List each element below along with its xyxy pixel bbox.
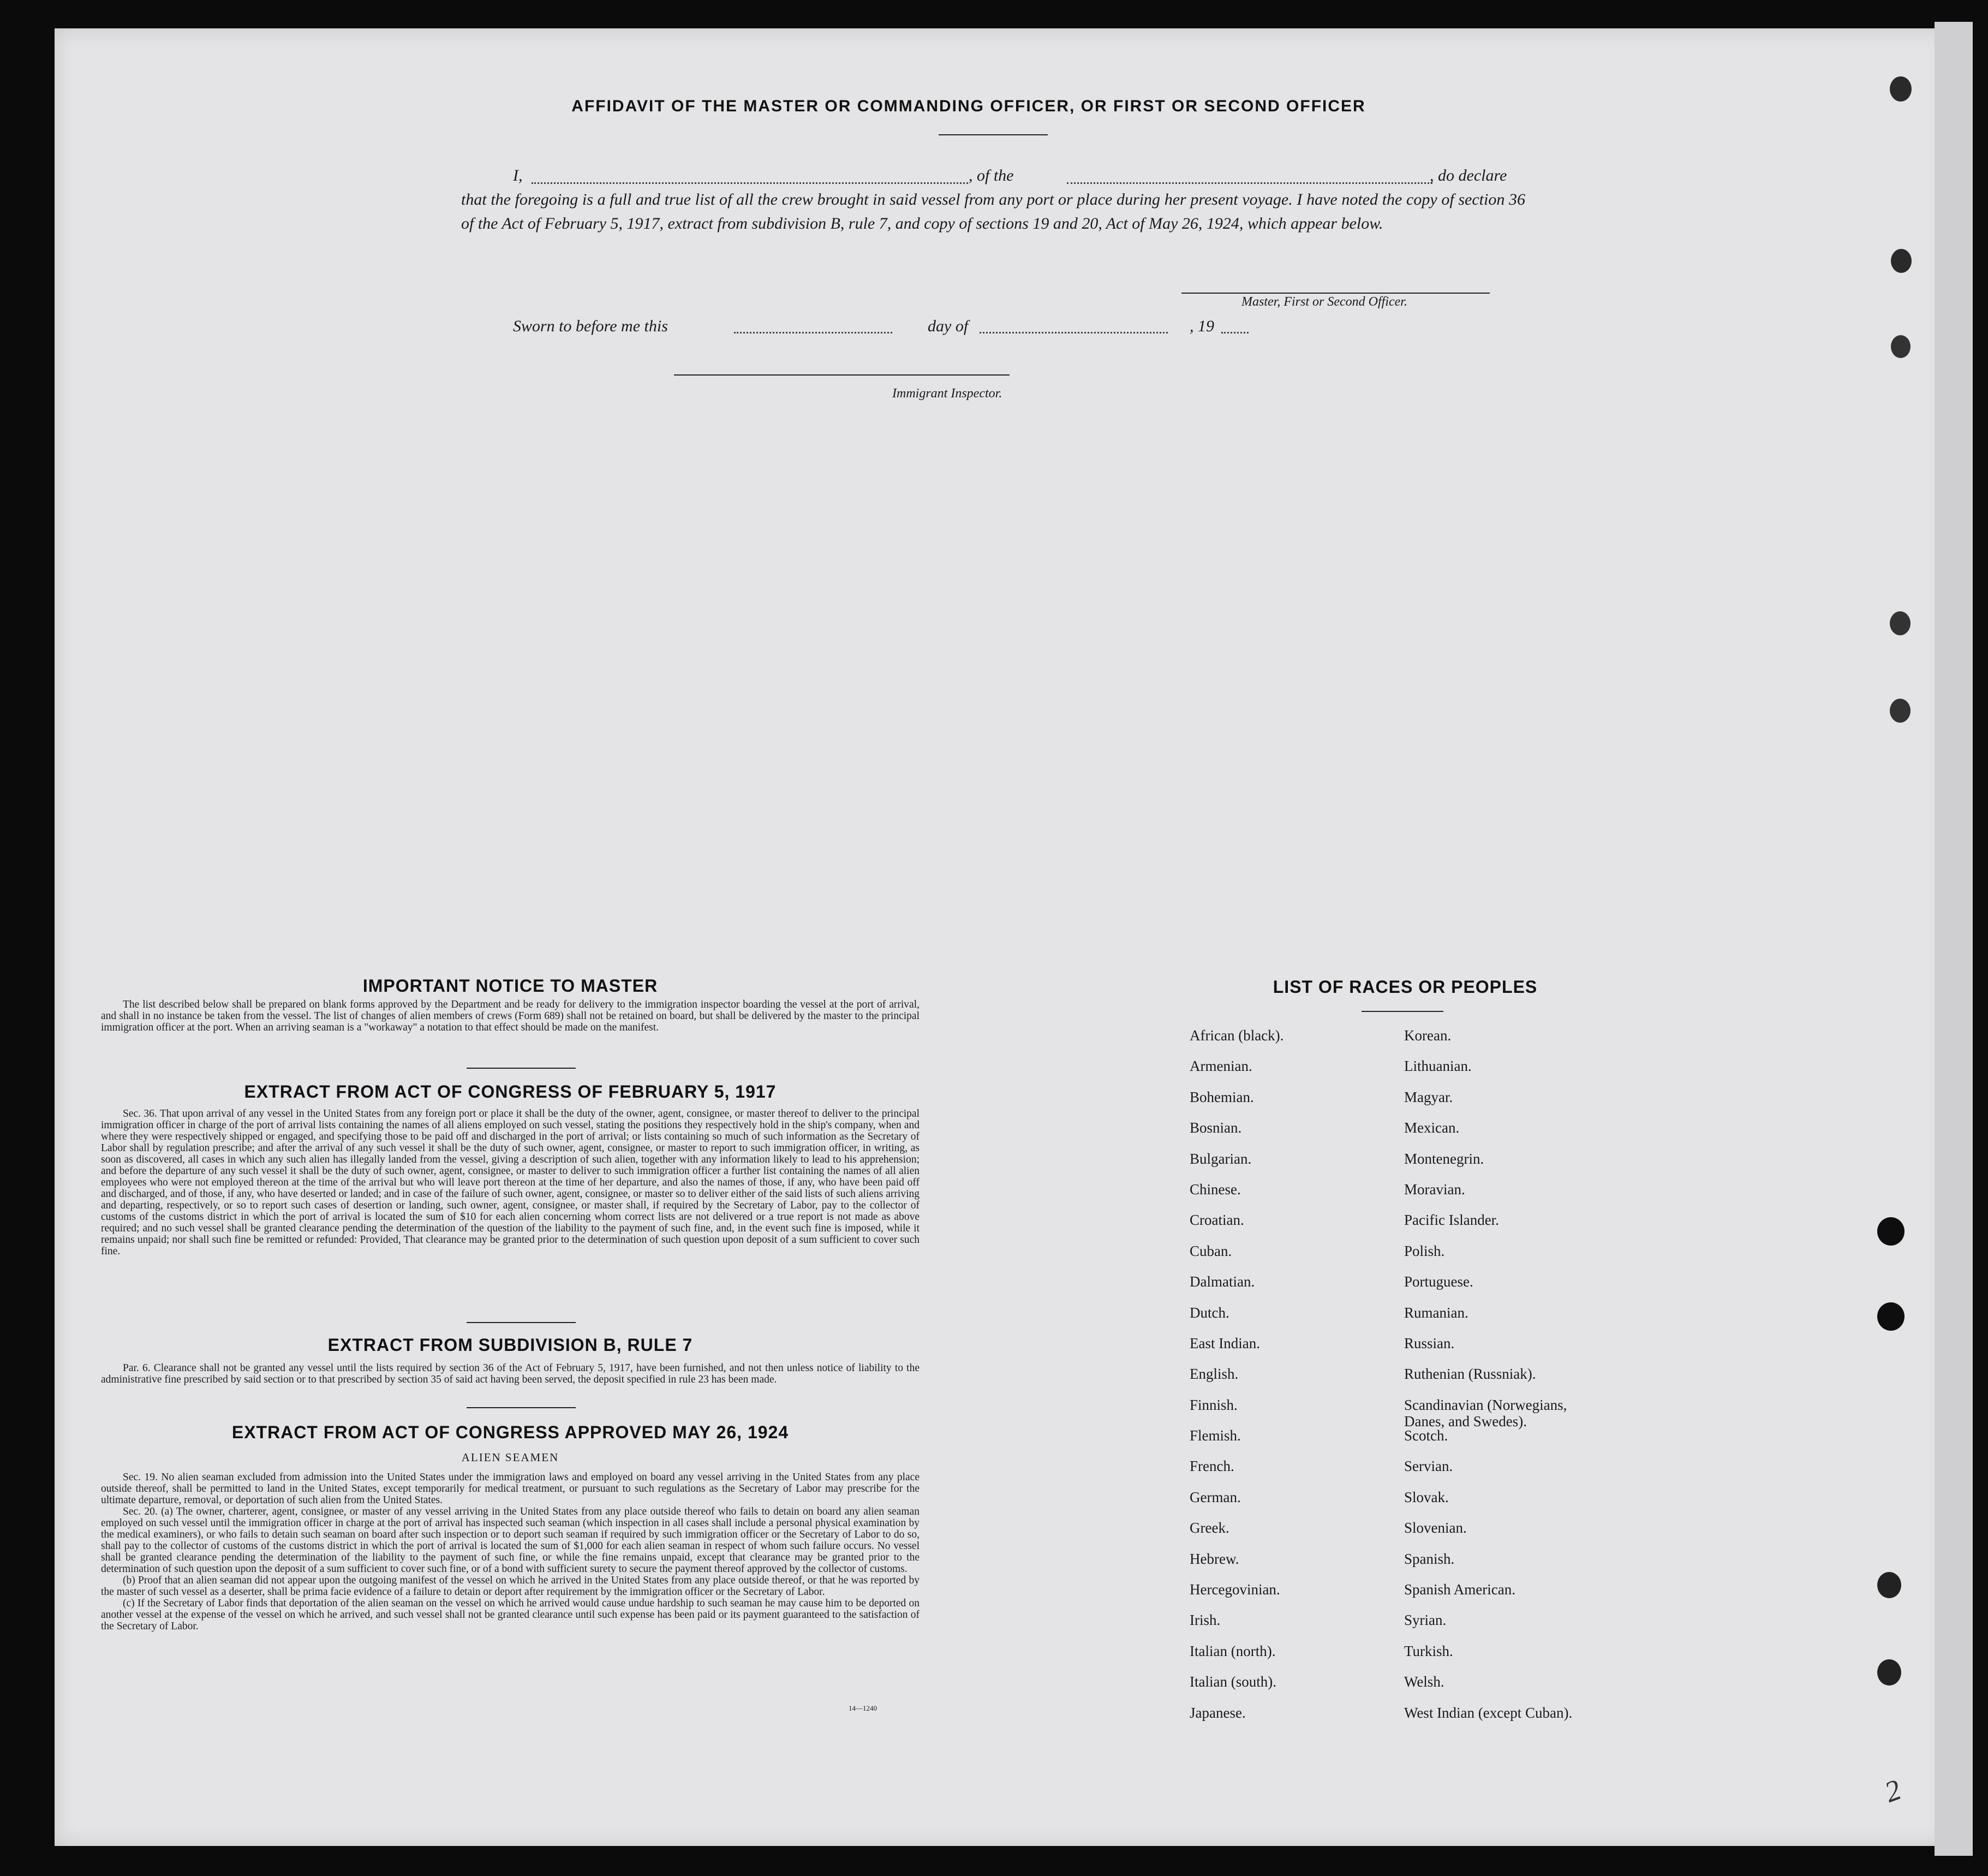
master-signature-label: Master, First or Second Officer.: [1241, 295, 1407, 309]
race-item: Syrian.: [1404, 1612, 1447, 1629]
sworn-text: Sworn to before me this: [513, 317, 668, 335]
sworn-year-field[interactable]: [1221, 332, 1249, 333]
race-item: Slovak.: [1404, 1488, 1449, 1505]
section-19-paragraph: Sec. 19. No alien seaman excluded from admission into the United States under the immigration laws and employed on board any vessel arriving in the United States from any place outside thereof, shall be permitted to land in the United States, except temporarily for medical treatment, or pursuant to such regulations as the Secretary of Labor may prescribe for the ultimate departure, removal, or deportation of such alien from the United States.: [101, 1472, 920, 1506]
race-item: Hercegovinian.: [1190, 1581, 1280, 1598]
race-item: Bosnian.: [1190, 1119, 1242, 1136]
form-number: 14—1240: [849, 1704, 877, 1712]
notice-title: IMPORTANT NOTICE TO MASTER: [362, 976, 658, 996]
section-20c-paragraph: (c) If the Secretary of Labor finds that deportation of the alien seaman on the vessel on which he arrived would cause undue hardship to such seaman he may cause him to be deported on another vessel at the expense of the vessel on which he arrived, and such vessel shall not be granted clearance until such expense has been paid or its payment guaranteed to the satisfaction of the Secretary of Labor.: [101, 1598, 920, 1632]
race-item: Ruthenian (Russniak).: [1404, 1366, 1536, 1383]
race-item: Dutch.: [1190, 1304, 1229, 1321]
year-prefix: , 19: [1190, 317, 1214, 335]
inspector-signature-line[interactable]: [674, 374, 1010, 376]
extract-1917-text: [101, 1108, 920, 1257]
alien-seamen-subtitle: ALIEN SEAMEN: [461, 1451, 559, 1464]
binder-hole-icon: [1877, 1572, 1901, 1598]
race-item: French.: [1190, 1458, 1234, 1475]
notice-text: [101, 999, 920, 1033]
notice-paragraph: The list described below shall be prepared on blank forms approved by the Department and be ready for delivery to the immigration inspector boarding the vessel at the port of arrival, and shall in no instance be taken from the vessel. The list of changes of alien members of crews (Form 689) shall not be retained on board, but shall be delivered by the master to the principal immigration officer at the port. When an arriving seaman is a "workaway" a notation to that effect should be made on the manifest.: [101, 999, 920, 1033]
races-right-column: [1404, 1027, 1710, 1735]
section-20b-paragraph: (b) Proof that an alien seaman did not appear upon the outgoing manifest of the vessel on which he arrived in the United States from any place outside thereof, or that he was reported by the master of such vessel as a deserter, shall be prima facie evidence of a failure to detain or deport after requirement by the immigration officer or the Secretary of Labor.: [101, 1575, 920, 1598]
race-item: Dalmatian.: [1190, 1273, 1255, 1290]
race-item: Flemish.: [1190, 1427, 1241, 1444]
race-item: Korean.: [1404, 1027, 1452, 1044]
paragraph-6: Par. 6. Clearance shall not be granted any vessel until the lists required by section 36 of the Act of February 5, 1917, have been furnished, and not then unless notice of liability to the administrative fine prescribed by said section or to that prescribed by section 35 of said act having been served, the deposit specified in rule 23 has been made.: [101, 1362, 920, 1385]
race-item: Japanese.: [1190, 1704, 1246, 1721]
races-left-column: [1190, 1027, 1381, 1735]
extract-1924-text: [101, 1472, 920, 1632]
race-item: English.: [1190, 1366, 1239, 1383]
divider: [939, 134, 1048, 135]
sworn-month-field[interactable]: [980, 332, 1168, 333]
race-item: Hebrew.: [1190, 1550, 1239, 1567]
declare-text: , do declare: [1430, 166, 1507, 184]
affidavit-body: that the foregoing is a full and true list of all the crew brought in said vessel from any port or place during her present voyage. I have noted the copy of section 36 of the Act of February 5, 1917, extract from subdivision B, rule 7, and copy of sections 19 and 20, Act of May 26, 1924, which appear below.: [461, 190, 1525, 233]
inspector-signature-label: Immigrant Inspector.: [892, 386, 1002, 401]
race-item: Cuban.: [1190, 1242, 1232, 1259]
binder-hole-icon: [1877, 1302, 1905, 1331]
race-item: Pacific Islander.: [1404, 1212, 1499, 1229]
binder-hole-icon: [1890, 76, 1912, 102]
race-item: Spanish.: [1404, 1550, 1455, 1567]
race-item: Croatian.: [1190, 1212, 1244, 1229]
race-item: Italian (south).: [1190, 1673, 1276, 1690]
sworn-line: [513, 314, 1277, 338]
divider: [467, 1407, 576, 1408]
race-item: Slovenian.: [1404, 1520, 1467, 1536]
race-item: Turkish.: [1404, 1642, 1453, 1659]
binder-hole-icon: [1890, 611, 1911, 635]
binder-hole-icon: [1877, 1659, 1901, 1686]
race-item: Italian (north).: [1190, 1642, 1276, 1659]
race-item: Mexican.: [1404, 1119, 1460, 1136]
declarant-prefix: I,: [513, 166, 523, 184]
day-of-text: day of: [928, 317, 969, 335]
race-item: East Indian.: [1190, 1335, 1260, 1351]
race-item: West Indian (except Cuban).: [1404, 1704, 1573, 1721]
race-item: Lithuanian.: [1404, 1058, 1472, 1075]
race-item: Welsh.: [1404, 1673, 1444, 1690]
vessel-prefix: , of the: [969, 166, 1014, 184]
race-item: Irish.: [1190, 1612, 1221, 1629]
rule-7-title: EXTRACT FROM SUBDIVISION B, RULE 7: [327, 1335, 693, 1355]
race-item: Moravian.: [1404, 1181, 1465, 1198]
race-item: Polish.: [1404, 1242, 1445, 1259]
section-20a-paragraph: Sec. 20. (a) The owner, charterer, agent, consignee, or master of any vessel arriving in the United States from any place outside thereof who fails to detain on board any alien seaman employed on such vessel until the immigration officer in charge at the port of arrival has inspected such seaman (which inspection in all cases shall include a personal physical examination by the medical examiners), or who fails to detain such seaman on board after such inspection or to deport such seaman if required by such immigration officer or the Secretary of Labor to do so, shall pay to the collector of customs of the customs district in which the port of arrival is located the sum of $1,000 for each alien seaman in respect of whom such failure occurs. No vessel shall be granted clearance pending the determination of the liability to the payment of such fine, or while the fine remains unpaid, except that clearance may be granted prior to the determination of such question upon the deposit of a sum sufficient to cover such fine, or of a bond with sufficient surety to secure the payment thereof approved by the collector of customs.: [101, 1506, 920, 1575]
divider: [1362, 1011, 1443, 1012]
race-item: Spanish American.: [1404, 1581, 1515, 1598]
rule-7-text: [101, 1362, 920, 1385]
vessel-name-field[interactable]: [1067, 182, 1432, 184]
page-edge: [1935, 22, 1973, 1856]
divider: [467, 1068, 576, 1069]
race-item: African (black).: [1190, 1027, 1284, 1044]
affidavit-title: AFFIDAVIT OF THE MASTER OR COMMANDING OFFICER, OR FIRST OR SECOND OFFICER: [571, 97, 1366, 115]
binder-hole-icon: [1891, 249, 1912, 273]
race-item: Portuguese.: [1404, 1273, 1473, 1290]
race-item: Bohemian.: [1190, 1088, 1254, 1105]
binder-hole-icon: [1877, 1217, 1905, 1246]
master-signature-line[interactable]: [1181, 293, 1490, 294]
affidavit-line1: [513, 164, 1528, 188]
divider: [467, 1322, 576, 1323]
race-item: Magyar.: [1404, 1088, 1453, 1105]
declarant-name-field[interactable]: [532, 182, 968, 184]
race-item: Finnish.: [1190, 1396, 1238, 1413]
race-item: Scandinavian (Norwegians, Danes, and Swedes).: [1404, 1396, 1567, 1430]
race-item: Servian.: [1404, 1458, 1453, 1475]
section-36-paragraph: Sec. 36. That upon arrival of any vessel in the United States from any foreign port or place it shall be the duty of the owner, agent, consignee, or master thereof to deliver to the principal immigration officer in charge of the port of arrival lists containing the names of all aliens employed on such vessel, stating the positions they respectively hold in the ship's company, when and where they were respectively shipped or engaged, and specifying those to be paid off and discharged in the port of arrival; or lists containing so much of such information as the Secretary of Labor shall by regulation prescribe; and after the arrival of any such vessel it shall be the duty of such owner, agent, consignee, or master to report to such immigration officer, in writing, as soon as discovered, all cases in which any such alien has illegally landed from the vessel, giving a description of such alien, together with any information likely to lead to his apprehension; and before the departure of any such vessel it shall be the duty of such owner, agent, consignee, or master to deliver to such immigration officer a further list containing the names of all alien employees who were not employed thereon at the time of the arrival but who will leave port thereon at the time of her departure, and also the names of those, if any, who have been paid off and discharged, and of those, if any, who have deserted or landed; and in case of the failure of such owner, agent, consignee, or master so to deliver either of the said lists of such aliens arriving and departing, respectively, or so to report such cases of desertion or landing, such owner, agent, consignee, or master shall, if required by the Secretary of Labor, pay to the collector of customs of the customs district in which the port of arrival is located the sum of $10 for each alien concerning whom correct lists are not delivered or a true report is not made as above required; and no such vessel shall be granted clearance pending the determination of the question of the liability to the payment of such fine, and, in the event such fine is imposed, while it remains unpaid; nor shall such fine be remitted or refunded: Provided, That clearance may be granted prior to the determination of such question upon deposit of a sum sufficient to cover such fine.: [101, 1108, 920, 1257]
extract-1917-title: EXTRACT FROM ACT OF CONGRESS OF FEBRUARY 5, 1917: [244, 1082, 777, 1101]
binder-hole-icon: [1891, 335, 1911, 358]
race-item: Montenegrin.: [1404, 1150, 1484, 1167]
race-item: Chinese.: [1190, 1181, 1241, 1198]
race-item: Russian.: [1404, 1335, 1455, 1351]
race-item: Bulgarian.: [1190, 1150, 1252, 1167]
race-item: Greek.: [1190, 1520, 1229, 1536]
race-item: Rumanian.: [1404, 1304, 1468, 1321]
race-item: Scotch.: [1404, 1427, 1448, 1444]
sworn-day-field[interactable]: [734, 332, 892, 333]
race-item: German.: [1190, 1488, 1241, 1505]
races-title: LIST OF RACES OR PEOPLES: [1273, 977, 1538, 997]
binder-hole-icon: [1890, 699, 1911, 723]
page-number-mark: 2: [1880, 1773, 1906, 1809]
extract-1924-title: EXTRACT FROM ACT OF CONGRESS APPROVED MAY 26, 1924: [231, 1422, 789, 1442]
race-item: Armenian.: [1190, 1058, 1252, 1075]
